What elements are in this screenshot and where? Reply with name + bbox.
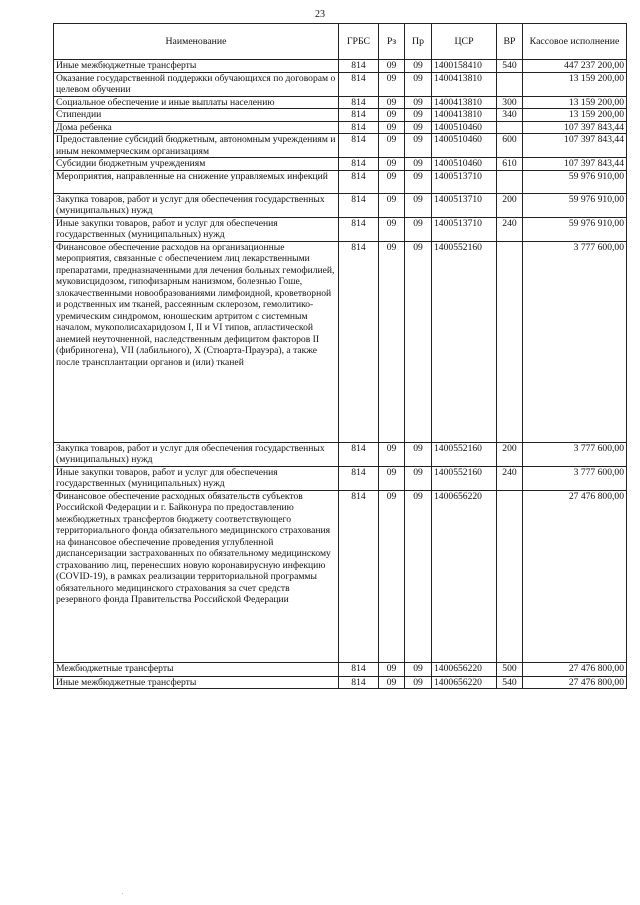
cell-grbs: 814	[339, 158, 379, 171]
cell-pr: 09	[405, 72, 432, 96]
cell-rz: 09	[379, 466, 405, 490]
cell-amount: 59 976 910,00	[523, 193, 627, 217]
cell-name: Иные межбюджетные трансферты	[54, 60, 339, 73]
table-row	[54, 72, 627, 96]
cell-amount: 107 397 843,44	[523, 134, 627, 158]
cell-csr: 1400510460	[432, 121, 497, 134]
cell-grbs: 814	[339, 72, 379, 96]
cell-amount: 59 976 910,00	[523, 170, 627, 193]
cell-rz: 09	[379, 158, 405, 171]
cell-vr	[497, 241, 523, 442]
cell-amount: 107 397 843,44	[523, 121, 627, 134]
table-row	[54, 60, 627, 73]
cell-rz: 09	[379, 134, 405, 158]
header-pr: Пр	[405, 24, 432, 60]
table-row	[54, 676, 627, 689]
cell-vr: 200	[497, 193, 523, 217]
cell-rz: 09	[379, 72, 405, 96]
cell-grbs: 814	[339, 217, 379, 241]
cell-grbs: 814	[339, 442, 379, 466]
cell-pr: 09	[405, 466, 432, 490]
cell-amount: 13 159 200,00	[523, 96, 627, 109]
cell-grbs: 814	[339, 241, 379, 442]
cell-csr: 1400552160	[432, 466, 497, 490]
cell-grbs: 814	[339, 490, 379, 662]
table-row	[54, 109, 627, 122]
cell-pr: 09	[405, 193, 432, 217]
cell-pr: 09	[405, 96, 432, 109]
cell-csr: 1400413810	[432, 72, 497, 96]
cell-grbs: 814	[339, 121, 379, 134]
header-vr: ВР	[497, 24, 523, 60]
cell-name: Закупка товаров, работ и услуг для обеспечения государственных (муниципальных) нужд	[54, 442, 339, 466]
cell-name: Финансовое обеспечение расходных обязательств субъектов Российской Федерации и г. Байконура по предоставлению межбюджетных трансфертов бюджету соответствующего территориального фонда обязательного медицинского страхования на финансовое обеспечение проведения углубленной диспансеризации застрахованных по обязательному медицинскому страхованию лиц, перенесших новую коронавирусную инфекцию (COVID-19), в рамках реализации территориальной программы обязательного медицинского страхования за счет средств резервного фонда Правительства Российской Федерации	[54, 490, 339, 662]
cell-grbs: 814	[339, 676, 379, 689]
cell-vr	[497, 121, 523, 134]
table-row	[54, 490, 627, 662]
cell-csr: 1400510460	[432, 134, 497, 158]
header-row	[54, 24, 627, 60]
header-grbs: ГРБС	[339, 24, 379, 60]
cell-rz: 09	[379, 442, 405, 466]
header-name: Наименование	[54, 24, 339, 60]
cell-pr: 09	[405, 134, 432, 158]
cell-rz: 09	[379, 241, 405, 442]
cell-pr: 09	[405, 490, 432, 662]
table-row	[54, 466, 627, 490]
cell-amount: 447 237 200,00	[523, 60, 627, 73]
cell-csr: 1400656220	[432, 662, 497, 676]
cell-amount: 3 777 600,00	[523, 466, 627, 490]
cell-pr: 09	[405, 109, 432, 122]
cell-name: Межбюджетные трансферты	[54, 662, 339, 676]
scan-speck	[122, 893, 123, 894]
cell-pr: 09	[405, 442, 432, 466]
header-csr: ЦСР	[432, 24, 497, 60]
cell-pr: 09	[405, 60, 432, 73]
cell-name: Оказание государственной поддержки обучающихся по договорам о целевом обучении	[54, 72, 339, 96]
cell-grbs: 814	[339, 170, 379, 193]
cell-vr: 540	[497, 60, 523, 73]
cell-csr: 1400513710	[432, 193, 497, 217]
cell-amount: 27 476 800,00	[523, 490, 627, 662]
table-row	[54, 217, 627, 241]
cell-vr: 600	[497, 134, 523, 158]
cell-rz: 09	[379, 121, 405, 134]
cell-name: Социальное обеспечение и иные выплаты населению	[54, 96, 339, 109]
cell-vr: 300	[497, 96, 523, 109]
cell-grbs: 814	[339, 60, 379, 73]
cell-amount: 27 476 800,00	[523, 676, 627, 689]
cell-amount: 107 397 843,44	[523, 158, 627, 171]
cell-csr: 1400413810	[432, 109, 497, 122]
cell-grbs: 814	[339, 466, 379, 490]
cell-rz: 09	[379, 217, 405, 241]
cell-csr: 1400552160	[432, 442, 497, 466]
table-row	[54, 662, 627, 676]
cell-pr: 09	[405, 158, 432, 171]
cell-grbs: 814	[339, 134, 379, 158]
cell-pr: 09	[405, 241, 432, 442]
cell-pr: 09	[405, 662, 432, 676]
header-amount: Кассовое исполнение	[523, 24, 627, 60]
cell-csr: 1400656220	[432, 490, 497, 662]
cell-csr: 1400513710	[432, 217, 497, 241]
cell-grbs: 814	[339, 193, 379, 217]
cell-name: Закупка товаров, работ и услуг для обеспечения государственных (муниципальных) нужд	[54, 193, 339, 217]
cell-vr: 200	[497, 442, 523, 466]
cell-name: Мероприятия, направленные на снижение управляемых инфекций	[54, 170, 339, 193]
cell-name: Субсидии бюджетным учреждениям	[54, 158, 339, 171]
cell-name: Иные межбюджетные трансферты	[54, 676, 339, 689]
cell-csr: 1400656220	[432, 676, 497, 689]
cell-pr: 09	[405, 121, 432, 134]
cell-vr: 240	[497, 217, 523, 241]
cell-name: Предоставление субсидий бюджетным, автономным учреждениям и иным некоммерческим организациям	[54, 134, 339, 158]
header-rz: Рз	[379, 24, 405, 60]
cell-pr: 09	[405, 676, 432, 689]
cell-name: Дома ребенка	[54, 121, 339, 134]
cell-name: Иные закупки товаров, работ и услуг для обеспечения государственных (муниципальных) нужд	[54, 217, 339, 241]
table-row	[54, 241, 627, 442]
cell-name: Стипендии	[54, 109, 339, 122]
cell-csr: 1400158410	[432, 60, 497, 73]
cell-rz: 09	[379, 662, 405, 676]
table-row	[54, 96, 627, 109]
table-row	[54, 158, 627, 171]
table-row	[54, 193, 627, 217]
cell-vr	[497, 490, 523, 662]
cell-vr	[497, 72, 523, 96]
budget-table	[53, 23, 627, 689]
cell-grbs: 814	[339, 96, 379, 109]
cell-name: Иные закупки товаров, работ и услуг для обеспечения государственных (муниципальных) нужд	[54, 466, 339, 490]
table-row	[54, 121, 627, 134]
cell-amount: 59 976 910,00	[523, 217, 627, 241]
table-row	[54, 170, 627, 193]
cell-amount: 13 159 200,00	[523, 109, 627, 122]
cell-vr: 240	[497, 466, 523, 490]
table-row	[54, 134, 627, 158]
cell-vr	[497, 170, 523, 193]
cell-vr: 540	[497, 676, 523, 689]
cell-csr: 1400513710	[432, 170, 497, 193]
cell-csr: 1400552160	[432, 241, 497, 442]
cell-rz: 09	[379, 676, 405, 689]
cell-pr: 09	[405, 217, 432, 241]
cell-vr: 610	[497, 158, 523, 171]
cell-amount: 3 777 600,00	[523, 442, 627, 466]
cell-name: Финансовое обеспечение расходов на организационные мероприятия, связанные с обеспечением лиц лекарственными препаратами, предназначенными для лечения больных гемофилией, муковисцидозом, гипофизарным нанизмом, болезнью Гоше, злокачественными новообразованиями лимфоидной, кроветворной и родственных им тканей, рассеянным склерозом, гемолитико-уремическим синдромом, юношеским артритом с системным началом, мукополисахаридозом I, II и VI типов, апластической анемией неуточненной, наследственным дефицитом факторов II (фибриногена), VII (лабильного), X (Стюарта-Прауэра), а также после трансплантации органов и (или) тканей	[54, 241, 339, 442]
cell-rz: 09	[379, 193, 405, 217]
cell-rz: 09	[379, 490, 405, 662]
cell-amount: 13 159 200,00	[523, 72, 627, 96]
cell-rz: 09	[379, 96, 405, 109]
cell-grbs: 814	[339, 662, 379, 676]
cell-pr: 09	[405, 170, 432, 193]
cell-amount: 3 777 600,00	[523, 241, 627, 442]
table-row	[54, 442, 627, 466]
cell-rz: 09	[379, 170, 405, 193]
cell-rz: 09	[379, 109, 405, 122]
cell-grbs: 814	[339, 109, 379, 122]
cell-amount: 27 476 800,00	[523, 662, 627, 676]
cell-csr: 1400413810	[432, 96, 497, 109]
cell-rz: 09	[379, 60, 405, 73]
cell-csr: 1400510460	[432, 158, 497, 171]
cell-vr: 500	[497, 662, 523, 676]
page-number: 23	[315, 9, 325, 20]
cell-vr: 340	[497, 109, 523, 122]
